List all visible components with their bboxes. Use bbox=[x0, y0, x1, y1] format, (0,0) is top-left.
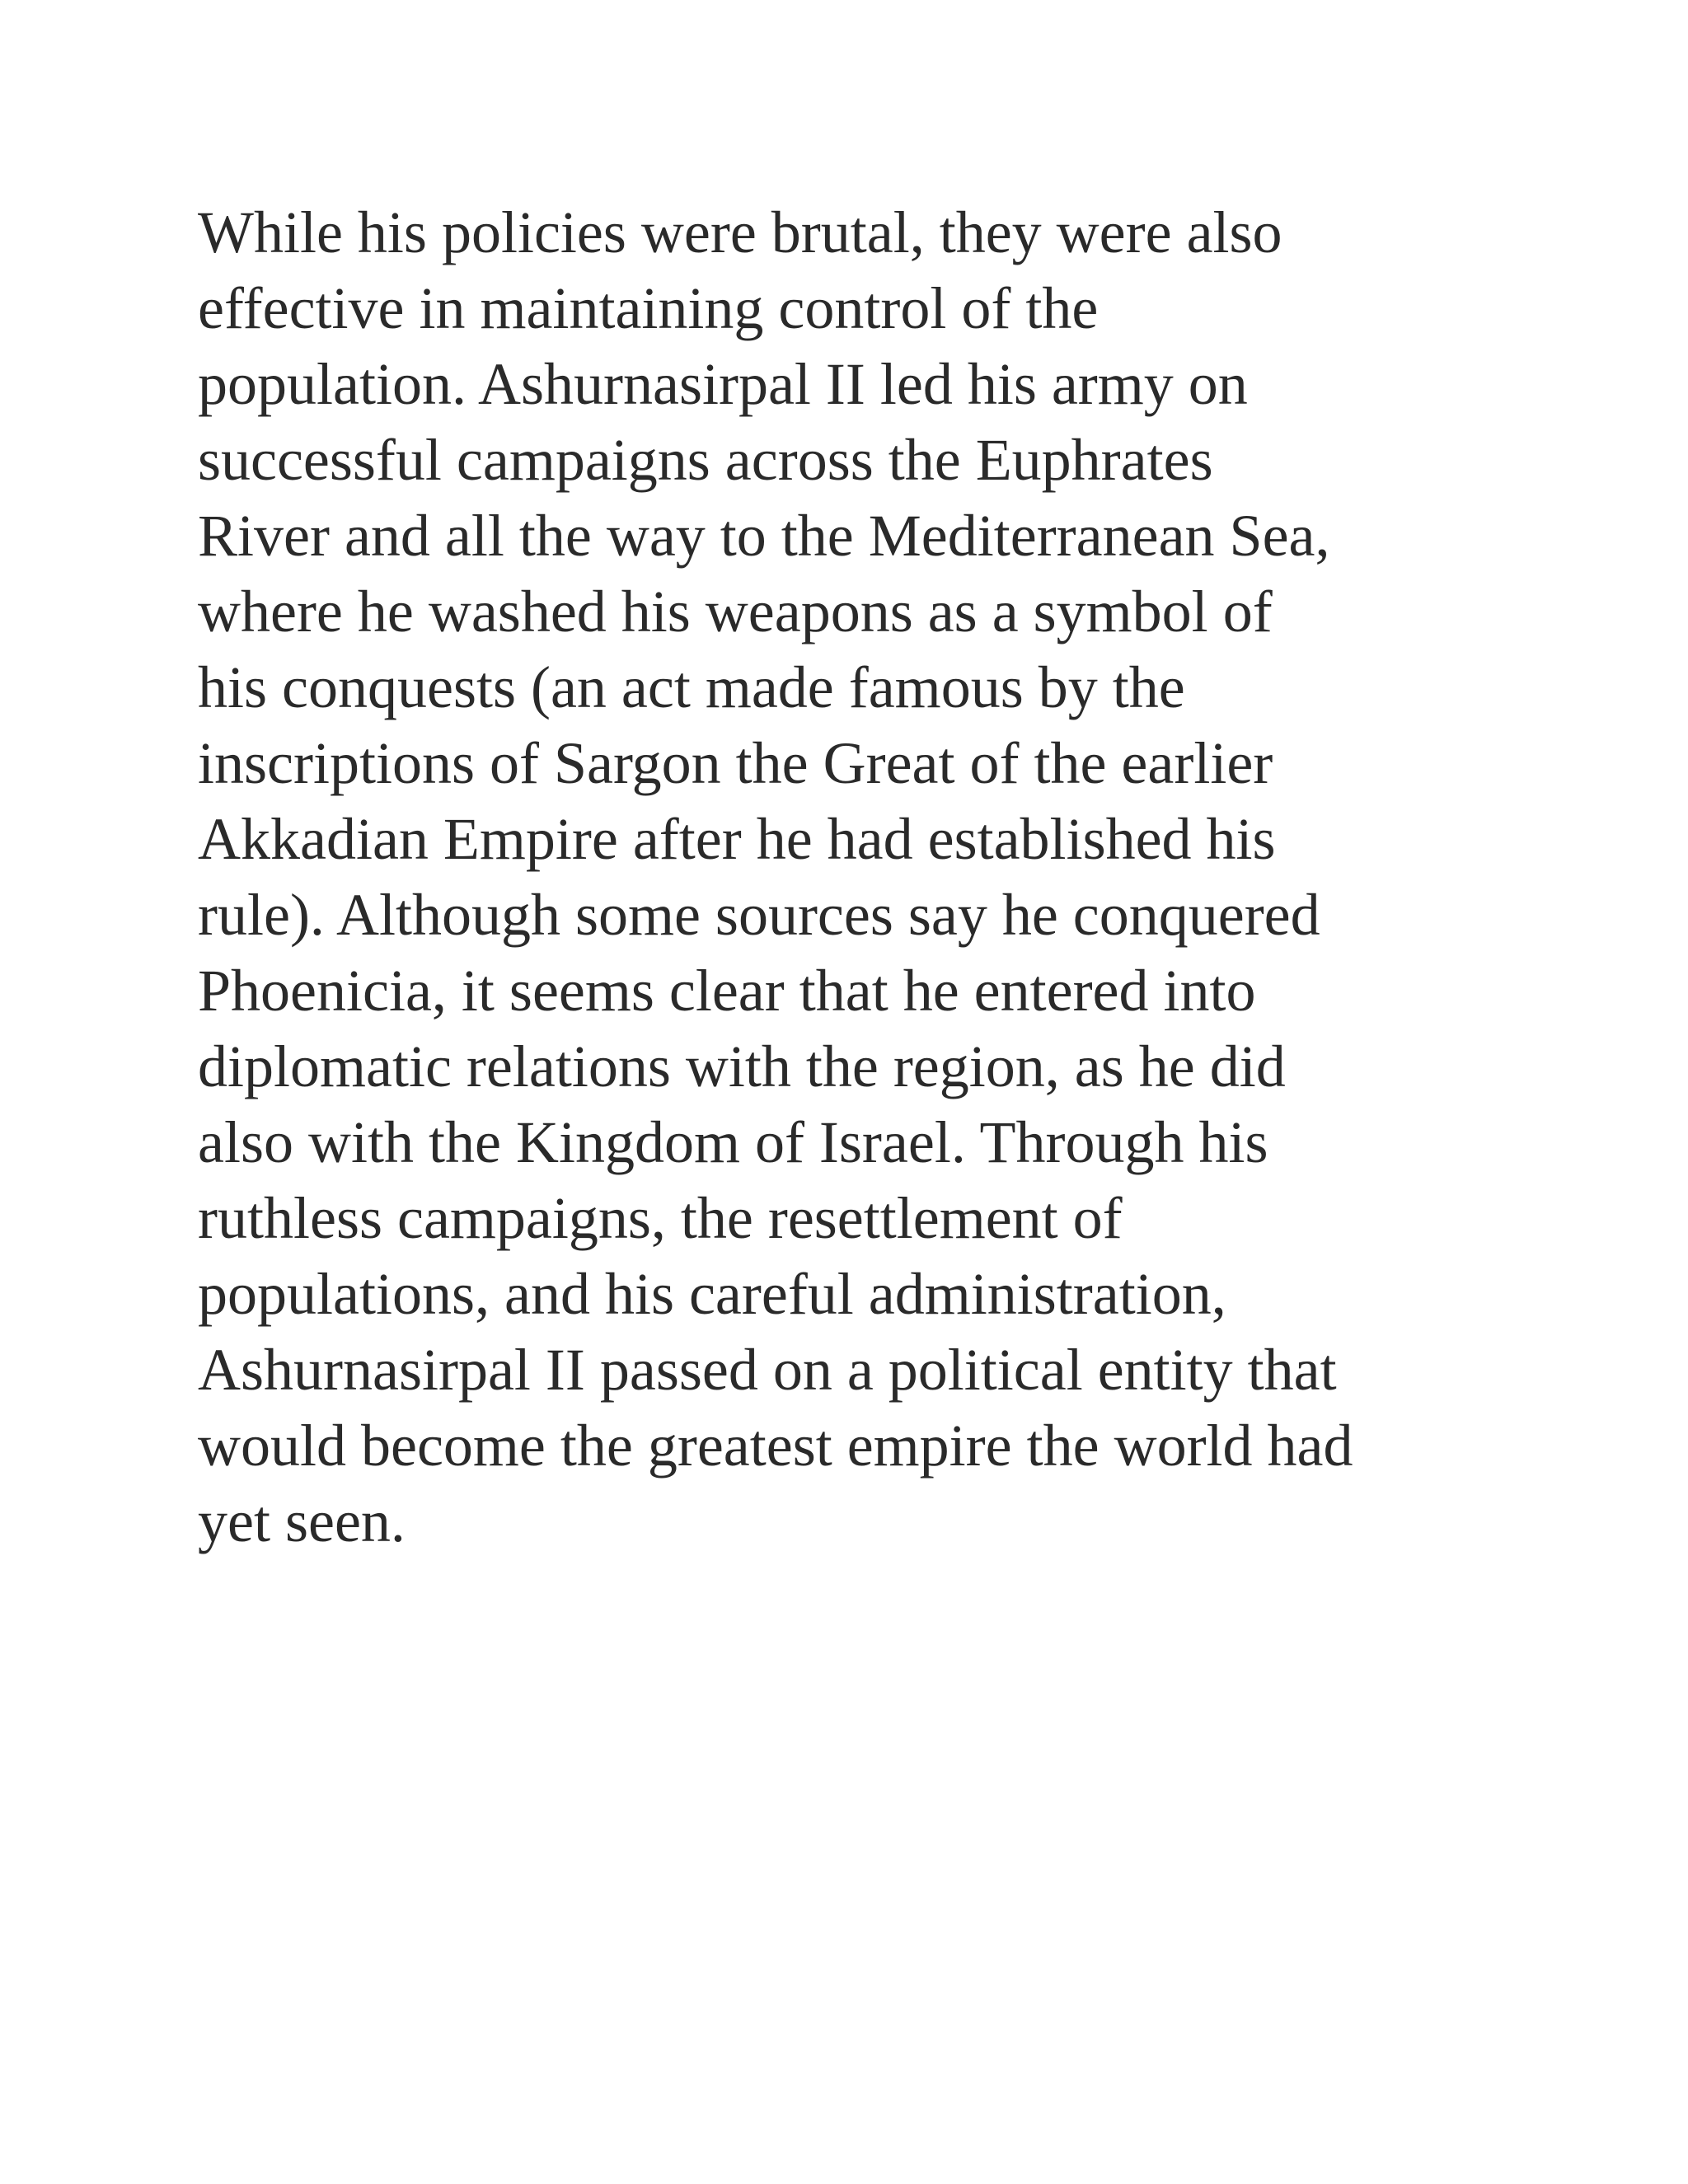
text-line: where he washed his weapons as a symbol of bbox=[198, 579, 1273, 644]
text-line: would become the greatest empire the world had bbox=[198, 1413, 1353, 1479]
text-line: yet seen. bbox=[198, 1488, 406, 1554]
text-line: his conquests (an act made famous by the bbox=[198, 654, 1185, 720]
text-line: River and all the way to the Mediterranean Sea, bbox=[198, 503, 1330, 569]
body-paragraph bbox=[198, 194, 1550, 1559]
text-line: successful campaigns across the Euphrates bbox=[198, 427, 1213, 493]
text-line: population. Ashurnasirpal II led his army on bbox=[198, 351, 1248, 417]
text-line: diplomatic relations with the region, as he did bbox=[198, 1033, 1286, 1099]
text-line: effective in maintaining control of the bbox=[198, 275, 1099, 341]
text-line: Ashurnasirpal II passed on a political entity that bbox=[198, 1337, 1337, 1403]
text-line: Akkadian Empire after he had established his bbox=[198, 806, 1276, 872]
text-line: also with the Kingdom of Israel. Through his bbox=[198, 1109, 1268, 1175]
text-line: Phoenicia, it seems clear that he entered into bbox=[198, 958, 1256, 1024]
text-line: While his policies were brutal, they were also bbox=[198, 199, 1282, 265]
text-line: ruthless campaigns, the resettlement of bbox=[198, 1185, 1123, 1251]
text-line: populations, and his careful administration, bbox=[198, 1261, 1226, 1327]
text-line: rule). Although some sources say he conquered bbox=[198, 882, 1320, 948]
text-line: inscriptions of Sargon the Great of the earlier bbox=[198, 730, 1273, 796]
